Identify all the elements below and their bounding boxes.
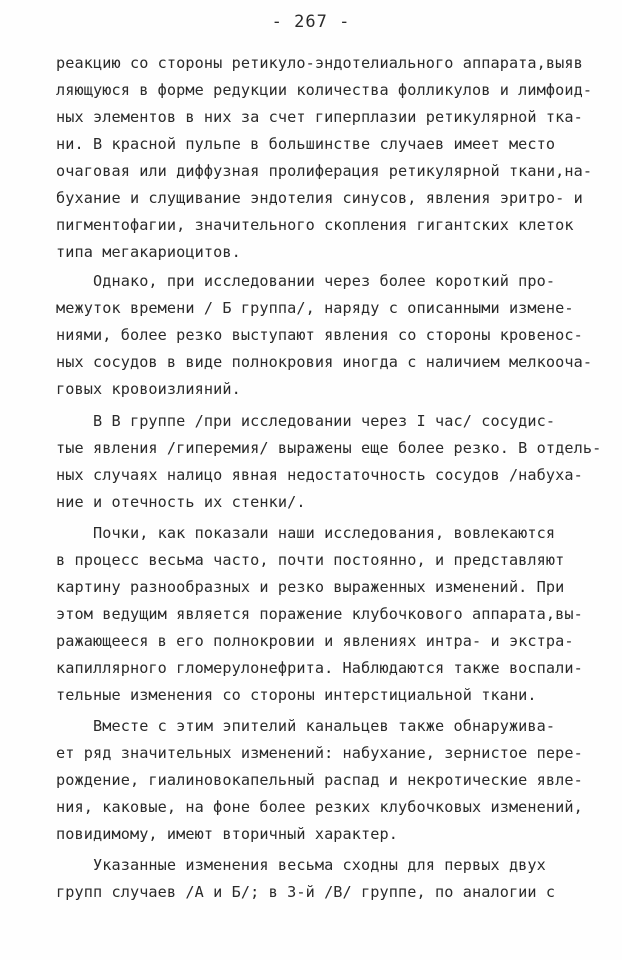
text-line: ет ряд значительных изменений: набухание, зернистое пере-	[56, 744, 583, 762]
text-line: ных сосудов в виде полнокровия иногда с наличием мелкооча-	[56, 353, 593, 371]
text-line: групп случаев /А и Б/; в 3-й /В/ группе, по аналогии с	[56, 883, 556, 901]
text-line: в процесс весьма часто, почти постоянно, и представляют	[56, 551, 565, 569]
text-line: повидимому, имеют вторичный характер.	[56, 825, 399, 843]
text-line: картину разнообразных и резко выраженных изменений. При	[56, 578, 565, 596]
text-line: очаговая или диффузная пролиферация ретикулярной ткани,на-	[56, 162, 593, 180]
text-line: Указанные изменения весьма сходны для первых двух	[56, 856, 546, 874]
text-line: ние и отечность их стенки/.	[56, 493, 306, 511]
text-line: Однако, при исследовании через более короткий про-	[56, 272, 556, 290]
text-line: В В группе /при исследовании через I час/ сосудис-	[56, 412, 556, 430]
text-line: ных случаях налицо явная недостаточность сосудов /набуха-	[56, 466, 583, 484]
text-line: межуток времени / Б группа/, наряду с описанными измене-	[56, 299, 574, 317]
text-line: этом ведущим является поражение клубочкового аппарата,вы-	[56, 605, 583, 623]
text-line: ных элементов в них за счет гиперплазии ретикулярной тка-	[56, 108, 583, 126]
text-line: ниями, более резко выступают явления со стороны кровенос-	[56, 326, 583, 344]
text-line: капиллярного гломерулонефрита. Наблюдаются также воспали-	[56, 659, 583, 677]
page-number: - 267 -	[271, 12, 351, 32]
text-line: говых кровоизлияний.	[56, 380, 241, 398]
text-line: тые явления /гиперемия/ выражены еще более резко. В отдель-	[56, 439, 602, 457]
text-line: Вместе с этим эпителий канальцев также обнаружива-	[56, 717, 556, 735]
text-line: ражающееся в его полнокровии и явлениях интра- и экстра-	[56, 632, 574, 650]
text-line: ляющуюся в форме редукции количества фолликулов и лимфоид-	[56, 81, 593, 99]
text-line: Почки, как показали наши исследования, вовлекаются	[56, 524, 556, 542]
text-line: бухание и слущивание эндотелия синусов, явления эритро- и	[56, 189, 583, 207]
text-line: реакцию со стороны ретикуло-эндотелиального аппарата,выяв	[56, 54, 583, 72]
text-line: рождение, гиалиновокапельный распад и некротические явле-	[56, 771, 583, 789]
text-line: пигментофагии, значительного скопления гигантских клеток	[56, 216, 574, 234]
text-line: ни. В красной пульпе в большинстве случаев имеет место	[56, 135, 556, 153]
text-line: ния, каковые, на фоне более резких клубочковых изменений,	[56, 798, 583, 816]
text-line: тельные изменения со стороны интерстициальной ткани.	[56, 686, 537, 704]
text-line: типа мегакариоцитов.	[56, 243, 241, 261]
